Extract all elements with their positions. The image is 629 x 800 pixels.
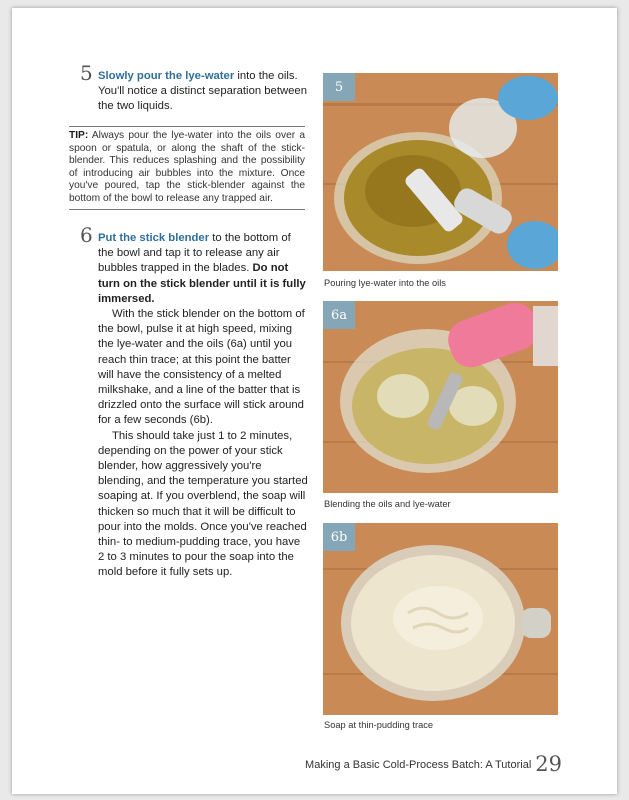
step-text: [98, 231, 308, 307]
running-title: Making a Basic Cold-Process Batch: A Tutorial: [305, 759, 532, 771]
step-lead: Slowly pour the lye-water: [98, 70, 235, 82]
photo-tag: 6b: [323, 523, 355, 551]
photo-tag: 6a: [323, 301, 355, 329]
step-paragraph: This should take just 1 to 2 minutes, depending on the power of your stick blender, how aggressively you're blending, and the temperature you started soaping at. If you overblend, the soap will thicken so much that it will be difficult to pour into the molds. Once you've reached thin- to medium-pudding trace, you have 2 to 3 minutes to pour the soap into the mold before it fully sets up.: [98, 429, 308, 579]
book-page: [12, 8, 617, 794]
photo-tag: 5: [323, 73, 355, 101]
step-number: 6: [80, 223, 93, 247]
photo-blending: [323, 301, 558, 493]
step-lead: Put the stick blender: [98, 232, 210, 244]
step-number: 5: [80, 61, 93, 85]
step-5: [80, 61, 308, 115]
photo-caption: Soap at thin-pudding trace: [324, 720, 434, 730]
tip-box: [69, 126, 305, 210]
tip-label: TIP:: [69, 130, 89, 141]
step-6: [80, 223, 308, 581]
photo-pouring-image: [323, 73, 558, 271]
photo-trace-image: [323, 523, 558, 715]
step-text: [98, 69, 308, 115]
photo-trace: [323, 523, 558, 715]
tip-text: Always pour the lye-water into the oils over a spoon or spatula, or along the shaft of the stick-blender. This reduces splashing and the possibility of introducing air bubbles into the mixture. Once you've poured, tap the stick-blender against the bottom of the bowl to release any trapped air.: [69, 130, 305, 204]
photo-caption: Pouring lye-water into the oils: [324, 278, 446, 288]
page-footer: [292, 752, 562, 776]
step-paragraph: With the stick blender on the bottom of the bowl, pulse it at high speed, mixing the lye-water and the oils (6a) until you reach thin trace; at this point the batter will have the consistency of a melted milkshake, and a line of the batter that is drizzled onto the surface will stick around for a few seconds (6b).: [98, 308, 305, 427]
photo-blending-image: [323, 301, 558, 493]
step-body: to the bottom of the bowl and tap it to release any air bubbles trapped in the blades.: [98, 232, 291, 275]
step-warning: Do not turn on the stick blender until it is fully immersed.: [98, 262, 306, 305]
photo-caption: Blending the oils and lye-water: [324, 499, 451, 509]
photo-pouring: [323, 73, 558, 271]
step-body: into the oils. You'll notice a distinct separation between the two liquids.: [98, 70, 307, 113]
page-number: 29: [535, 752, 562, 776]
